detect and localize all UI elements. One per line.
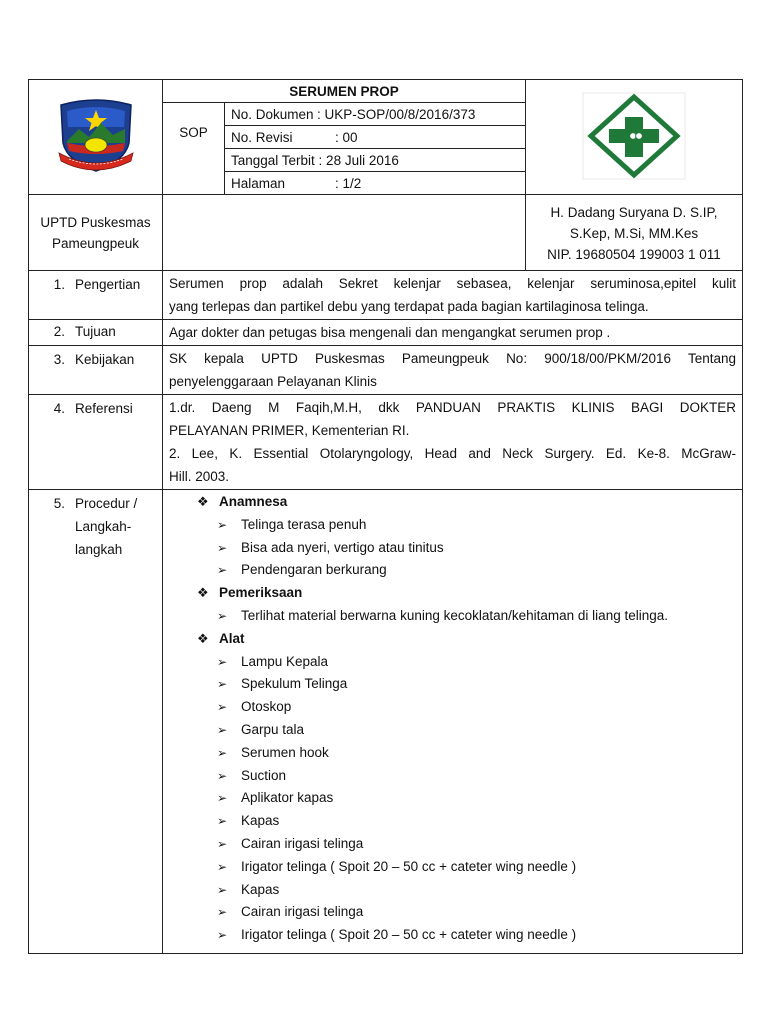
list-item-text: Otoskop [241, 699, 292, 715]
arrow-bullet-icon: ➢ [217, 836, 228, 851]
regency-logo-cell [29, 80, 163, 195]
halaman-field [225, 172, 526, 195]
no-revisi-value: : 00 [335, 129, 358, 145]
list-item [169, 605, 736, 628]
row-kebijakan [29, 346, 743, 395]
no-revisi-label: No. Revisi [231, 129, 293, 145]
list-item-text: Suction [241, 767, 287, 783]
sop-label: SOP [163, 103, 225, 195]
tujuan-text: Agar dokter dan petugas bisa mengenali dan mengangkat serumen prop . [169, 325, 611, 340]
arrow-bullet-icon: ➢ [217, 814, 228, 829]
referensi-2-line-1: 2. Lee, K. Essential Otolaryngology, Head and Neck Surgery. Ed. Ke-8. McGraw- [169, 446, 736, 461]
list-item-text: Serumen hook [241, 744, 329, 760]
arrow-bullet-icon: ➢ [217, 905, 228, 920]
row-tujuan [29, 320, 743, 346]
arrow-bullet-icon: ➢ [217, 563, 228, 578]
list-item [169, 673, 736, 696]
content-pengertian [163, 271, 743, 320]
list-item-text: Lampu Kepala [241, 653, 329, 669]
text-label-prosedur-2: Langkah- [75, 519, 132, 534]
list-item-text: Cairan irigasi telinga [241, 835, 364, 851]
arrow-bullet-icon: ➢ [217, 745, 228, 760]
label-tujuan [29, 320, 163, 346]
list-item-text: Garpu tala [241, 721, 305, 737]
no-dokumen-label: No. Dokumen [231, 106, 314, 122]
list-item-text: Pendengaran berkurang [241, 562, 387, 578]
procedure-group-label: Anamnesa [219, 494, 288, 509]
referensi-2-line-2: Hill. 2003. [169, 469, 230, 484]
sop-body-table [28, 270, 743, 954]
kebijakan-line-1: SK kepala UPTD Puskesmas Pameungpeuk No: 900/18/00/PKM/2016 Tentang [169, 351, 736, 366]
arrow-bullet-icon: ➢ [217, 540, 228, 555]
list-item [169, 514, 736, 537]
list-item [169, 924, 736, 947]
num-kebijakan: 3. [53, 352, 65, 367]
signatory-line-3: NIP. 19680504 199003 1 011 [547, 247, 721, 262]
list-item [169, 765, 736, 788]
health-logo-cell [526, 80, 743, 195]
org-line-1: UPTD Puskesmas [40, 214, 151, 230]
arrow-bullet-icon: ➢ [217, 517, 228, 532]
diamond-bullet-icon: ❖ [197, 630, 209, 646]
pengertian-line-1: Serumen prop adalah Sekret kelenjar sebasea, kelenjar seruminosa,epitel kulit [169, 276, 736, 291]
arrow-bullet-icon: ➢ [217, 700, 228, 715]
signatory-line-2: S.Kep, M.Si, MM.Kes [569, 226, 699, 241]
referensi-1-line-2: PELAYANAN PRIMER, Kementerian RI. [169, 423, 410, 438]
list-item-text: Kapas [241, 881, 280, 897]
list-item [169, 810, 736, 833]
arrow-bullet-icon: ➢ [217, 608, 228, 623]
label-prosedur [29, 490, 163, 954]
list-item [169, 651, 736, 674]
procedure-group-title [169, 582, 736, 605]
signatory-line-1: H. Dadang Suryana D. S.IP, [550, 205, 718, 220]
tanggal-terbit-field: Tanggal Terbit : 28 Juli 2016 [225, 149, 526, 172]
text-label-prosedur-1: Procedur / [75, 496, 138, 511]
kebijakan-line-2: penyelenggaraan Pelayanan Klinis [169, 374, 377, 389]
procedure-group-title [169, 491, 736, 514]
content-kebijakan [163, 346, 743, 395]
organization-name [29, 195, 163, 271]
text-label-prosedur-3: langkah [75, 542, 123, 557]
no-revisi-field [225, 126, 526, 149]
label-pengertian [29, 271, 163, 320]
list-item-text: Irigator telinga ( Spoit 20 – 50 cc + cateter wing needle ) [241, 858, 577, 874]
list-item-text: Aplikator kapas [241, 790, 334, 806]
list-item [169, 537, 736, 560]
arrow-bullet-icon: ➢ [217, 722, 228, 737]
sop-document [28, 79, 742, 954]
list-item-text: Irigator telinga ( Spoit 20 – 50 cc + cateter wing needle ) [241, 927, 577, 943]
label-referensi [29, 395, 163, 490]
list-item [169, 833, 736, 856]
row-prosedur [29, 490, 743, 954]
sop-header-table [28, 79, 743, 271]
text-label-pengertian: Pengertian [75, 277, 141, 292]
list-item [169, 719, 736, 742]
row-pengertian [29, 271, 743, 320]
list-item-text: Cairan irigasi telinga [241, 904, 364, 920]
text-label-tujuan: Tujuan [75, 324, 116, 339]
halaman-label: Halaman [231, 175, 286, 191]
list-item-text: Kapas [241, 813, 280, 829]
arrow-bullet-icon: ➢ [217, 677, 228, 692]
arrow-bullet-icon: ➢ [217, 928, 228, 943]
referensi-1-line-1: 1.dr. Daeng M Faqih,M.H, dkk PANDUAN PRAKTIS KLINIS BAGI DOKTER [169, 400, 736, 415]
content-prosedur [163, 490, 743, 954]
procedure-group-label: Alat [219, 630, 245, 646]
regency-crest-icon [55, 97, 137, 175]
diamond-bullet-icon: ❖ [197, 494, 209, 509]
blank-cell [163, 195, 526, 271]
arrow-bullet-icon: ➢ [217, 768, 228, 783]
procedure-group-label: Pemeriksaan [219, 585, 303, 601]
diamond-bullet-icon: ❖ [197, 585, 209, 601]
list-item-text: Terlihat material berwarna kuning kecoklatan/kehitaman di liang telinga. [241, 607, 668, 623]
content-tujuan [163, 320, 743, 346]
list-item [169, 901, 736, 924]
text-label-kebijakan: Kebijakan [75, 352, 135, 367]
arrow-bullet-icon: ➢ [217, 882, 228, 897]
no-dokumen-field [225, 103, 526, 126]
text-label-referensi: Referensi [75, 401, 133, 416]
procedure-group-title [169, 628, 736, 651]
signatory [526, 195, 743, 271]
list-item-text: Bisa ada nyeri, vertigo atau tinitus [241, 539, 444, 555]
arrow-bullet-icon: ➢ [217, 791, 228, 806]
list-item [169, 742, 736, 765]
no-dokumen-value: : UKP-SOP/00/8/2016/373 [317, 106, 476, 122]
list-item [169, 559, 736, 582]
list-item [169, 856, 736, 879]
num-tujuan: 2. [53, 324, 65, 339]
arrow-bullet-icon: ➢ [217, 859, 228, 874]
list-item-text: Spekulum Telinga [241, 676, 348, 692]
pengertian-line-2: yang terlepas dan partikel debu yang terdapat pada bagian kartilaginosa telinga. [169, 299, 649, 314]
num-prosedur: 5. [53, 496, 65, 511]
org-line-2: Pameungpeuk [51, 235, 140, 251]
num-referensi: 4. [53, 401, 65, 416]
content-referensi [163, 395, 743, 490]
list-item [169, 879, 736, 902]
arrow-bullet-icon: ➢ [217, 654, 228, 669]
puskesmas-cross-icon [581, 91, 687, 181]
list-item [169, 696, 736, 719]
halaman-value: : 1/2 [335, 175, 362, 191]
num-pengertian: 1. [53, 277, 65, 292]
row-referensi [29, 395, 743, 490]
list-item [169, 787, 736, 810]
label-kebijakan [29, 346, 163, 395]
document-title: SERUMEN PROP [163, 80, 526, 103]
list-item-text: Telinga terasa penuh [241, 516, 367, 532]
